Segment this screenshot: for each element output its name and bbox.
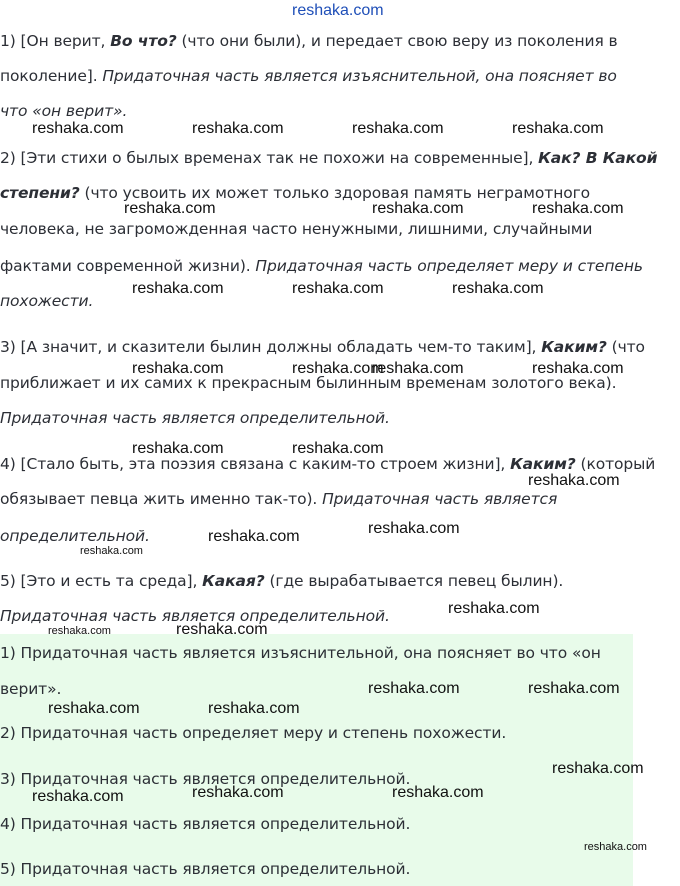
watermark: reshaka.com [368, 680, 460, 697]
question: Во что? [110, 32, 177, 50]
watermark: reshaka.com [532, 200, 624, 217]
watermark: reshaka.com [208, 528, 300, 545]
answer-4: 4) Придаточная часть является определительной. [0, 815, 411, 833]
sentence-4-line-1: 4) [Стало быть, эта поэзия связана с каким-то строем жизни], Каким? (который [0, 455, 656, 473]
watermark: reshaka.com [372, 200, 464, 217]
sentence-3-line-1: 3) [А значит, и сказители былин должны обладать чем-то таким], Каким? (что [0, 338, 645, 356]
question: степени? [0, 184, 80, 202]
watermark: reshaka.com [452, 280, 544, 297]
answer-1-line-1: 1) Придаточная часть является изъяснительной, она поясняет во что «он [0, 644, 601, 662]
watermark: reshaka.com [368, 520, 460, 537]
watermark: reshaka.com [132, 360, 224, 377]
sentence-1-line-1: 1) [Он верит, Во что? (что они были), и передает свою веру из поколения в [0, 32, 618, 50]
watermark: reshaka.com [208, 700, 300, 717]
watermark: reshaka.com [552, 760, 644, 777]
sentence-1-line-2: поколение]. Придаточная часть является изъяснительной, она поясняет во [0, 67, 617, 85]
sentence-4-line-3: определительной. [0, 527, 150, 545]
watermark: reshaka.com [372, 360, 464, 377]
question: Каким? [541, 338, 607, 356]
answer-5: 5) Придаточная часть является определительной. [0, 860, 411, 878]
watermark: reshaka.com [292, 2, 384, 19]
watermark: reshaka.com [512, 120, 604, 137]
watermark: reshaka.com [292, 360, 384, 377]
watermark: reshaka.com [532, 360, 624, 377]
answer-3: 3) Придаточная часть является определительной. [0, 770, 411, 788]
sentence-2-line-2: степени? (что усвоить их может только здоровая память неграмотного [0, 184, 591, 202]
sentence-2-line-5: похожести. [0, 292, 94, 310]
answer-1-line-2: верит». [0, 680, 62, 698]
watermark: reshaka.com [352, 120, 444, 137]
watermark: reshaka.com [132, 440, 224, 457]
answer-2: 2) Придаточная часть определяет меру и степень похожести. [0, 724, 507, 742]
watermark: reshaka.com [528, 680, 620, 697]
watermark: reshaka.com [192, 784, 284, 801]
watermark: reshaka.com [32, 788, 124, 805]
sentence-5-line-2: Придаточная часть является определительной. [0, 607, 390, 625]
sentence-2-line-1: 2) [Эти стихи о былых временах так не похожи на современные], Как? В Какой [0, 149, 658, 167]
watermark: reshaka.com [124, 200, 216, 217]
watermark: reshaka.com [32, 120, 124, 137]
watermark: reshaka.com [292, 440, 384, 457]
watermark: reshaka.com [448, 600, 540, 617]
sentence-4-line-2: обязывает певца жить именно так-то). Придаточная часть является [0, 490, 558, 508]
watermark: reshaka.com [292, 280, 384, 297]
sentence-3-line-2: приближает и их самих к прекрасным былинным временам золотого века). [0, 374, 617, 392]
sentence-3-line-3: Придаточная часть является определительной. [0, 409, 390, 427]
sentence-5-line-1: 5) [Это и есть та среда], Какая? (где вырабатывается певец былин). [0, 572, 564, 590]
watermark: reshaka.com [392, 784, 484, 801]
answer-box [0, 634, 633, 886]
watermark: reshaka.com [176, 621, 268, 638]
watermark: reshaka.com [584, 841, 647, 853]
watermark: reshaka.com [48, 625, 111, 637]
question: Каким? [510, 455, 576, 473]
sentence-2-line-4: фактами современной жизни). Придаточная часть определяет меру и степень [0, 257, 643, 275]
question: Как? В Какой [538, 149, 658, 167]
watermark: reshaka.com [132, 280, 224, 297]
watermark: reshaka.com [80, 545, 143, 557]
question: Какая? [202, 572, 265, 590]
watermark: reshaka.com [48, 700, 140, 717]
sentence-1-line-3: что «он верит». [0, 102, 128, 120]
watermark: reshaka.com [528, 472, 620, 489]
sentence-2-line-3: человека, не загроможденная часто ненужными, лишними, случайными [0, 220, 593, 238]
watermark: reshaka.com [192, 120, 284, 137]
